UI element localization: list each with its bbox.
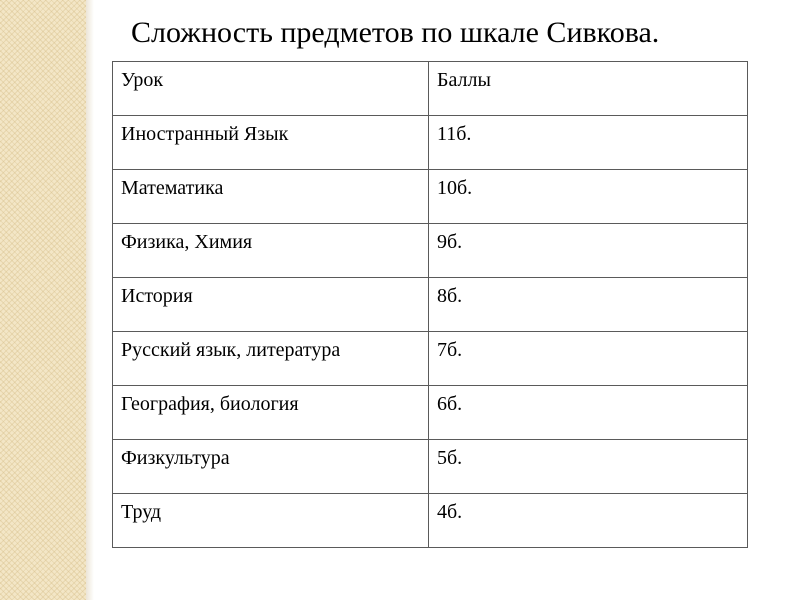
points-cell: 9б. — [429, 224, 748, 278]
side-stripe-shadow — [86, 0, 94, 600]
points-cell: 10б. — [429, 170, 748, 224]
subject-cell: Русский язык, литература — [113, 332, 429, 386]
difficulty-scale-table — [112, 61, 748, 548]
table-row — [113, 278, 748, 332]
points-cell: 5б. — [429, 440, 748, 494]
table-row — [113, 116, 748, 170]
points-cell: 4б. — [429, 494, 748, 548]
header-cell-points: Баллы — [429, 62, 748, 116]
subject-cell: Физика, Химия — [113, 224, 429, 278]
decorative-side-stripe — [0, 0, 86, 600]
subject-cell: Иностранный Язык — [113, 116, 429, 170]
header-cell-subject: Урок — [113, 62, 429, 116]
table-header-row — [113, 62, 748, 116]
points-cell: 6б. — [429, 386, 748, 440]
points-cell: 11б. — [429, 116, 748, 170]
table-row — [113, 170, 748, 224]
table-row — [113, 332, 748, 386]
subject-cell: География, биология — [113, 386, 429, 440]
subject-cell: Физкультура — [113, 440, 429, 494]
points-cell: 7б. — [429, 332, 748, 386]
page-title: Сложность предметов по шкале Сивкова. — [131, 16, 660, 49]
subject-cell: Математика — [113, 170, 429, 224]
table-row — [113, 386, 748, 440]
table-row — [113, 494, 748, 548]
table-row — [113, 224, 748, 278]
subject-cell: Труд — [113, 494, 429, 548]
points-cell: 8б. — [429, 278, 748, 332]
table-row — [113, 440, 748, 494]
subject-cell: История — [113, 278, 429, 332]
